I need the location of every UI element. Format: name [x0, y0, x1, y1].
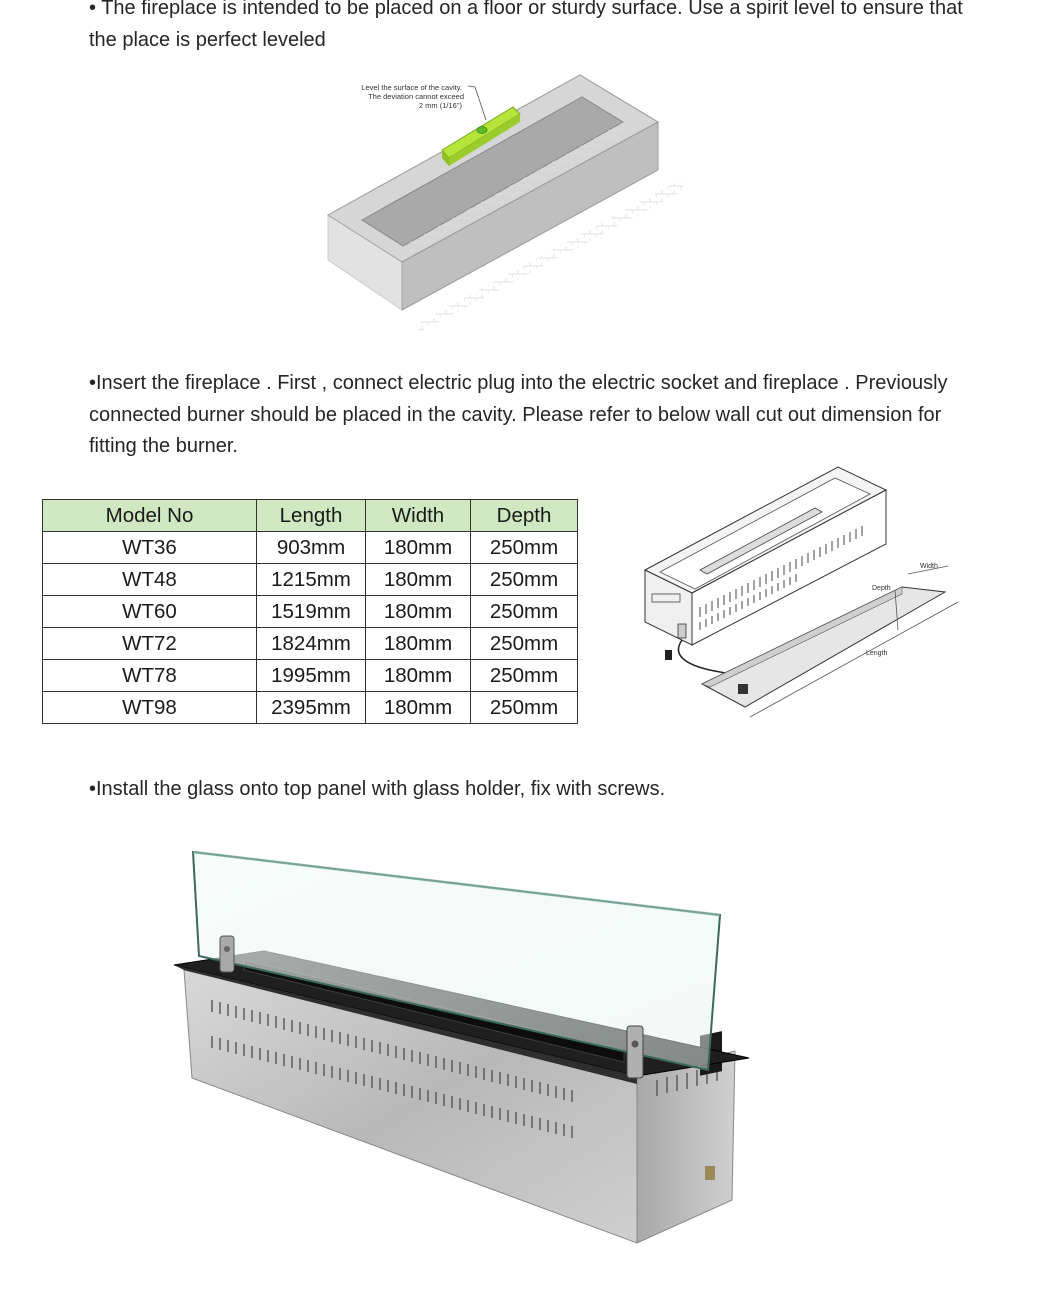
- cell-length: 1215mm: [257, 564, 366, 596]
- cell-width: 180mm: [366, 628, 471, 660]
- cell-depth: 250mm: [471, 692, 578, 724]
- cell-model: WT78: [43, 660, 257, 692]
- header-depth: Depth: [471, 500, 578, 532]
- cell-width: 180mm: [366, 564, 471, 596]
- cell-length: 1519mm: [257, 596, 366, 628]
- cell-depth: 250mm: [471, 532, 578, 564]
- cell-model: WT72: [43, 628, 257, 660]
- cell-length: 1995mm: [257, 660, 366, 692]
- level-cavity-illustration: [320, 70, 690, 335]
- header-width: Width: [366, 500, 471, 532]
- instruction-insert-fireplace: •Insert the fireplace . First , connect electric plug into the electric socket and fireplace . Previously connected burner should be placed in the cavity. Please refer to below wall cut out dimension for fitting the burner.: [89, 372, 948, 457]
- depth-label: Depth: [872, 585, 891, 592]
- glass-holder-left: [220, 936, 234, 972]
- table-row: [43, 564, 578, 596]
- cell-length: 2395mm: [257, 692, 366, 724]
- header-length: Length: [257, 500, 366, 532]
- cell-model: WT98: [43, 692, 257, 724]
- cell-length: 903mm: [257, 532, 366, 564]
- cell-length: 1824mm: [257, 628, 366, 660]
- level-note-line3: 2 mm (1/16"): [418, 101, 462, 110]
- cell-model: WT60: [43, 596, 257, 628]
- table-row: [43, 692, 578, 724]
- fireplace-glass-illustration: [172, 848, 762, 1253]
- table-row: [43, 628, 578, 660]
- width-label: Width: [920, 563, 938, 570]
- length-label: Length: [866, 650, 888, 657]
- table-row: [43, 660, 578, 692]
- header-model: Model No: [43, 500, 257, 532]
- level-note-line1: Level the surface of the cavity.: [361, 83, 462, 92]
- cell-model: WT36: [43, 532, 257, 564]
- cell-depth: 250mm: [471, 628, 578, 660]
- cell-width: 180mm: [366, 596, 471, 628]
- level-note-line2: The deviation cannot exceed: [368, 92, 464, 101]
- cell-width: 180mm: [366, 660, 471, 692]
- table-header-row: [43, 500, 578, 532]
- cell-width: 180mm: [366, 532, 471, 564]
- cutout-dimension-illustration: [640, 462, 970, 724]
- cell-depth: 250mm: [471, 660, 578, 692]
- cell-depth: 250mm: [471, 564, 578, 596]
- table-row: [43, 596, 578, 628]
- cell-depth: 250mm: [471, 596, 578, 628]
- glass-holder-right: [627, 1026, 643, 1078]
- instruction-install-glass: •Install the glass onto top panel with glass holder, fix with screws.: [89, 778, 666, 800]
- dimension-table: [42, 499, 578, 724]
- table-row: [43, 532, 578, 564]
- cell-width: 180mm: [366, 692, 471, 724]
- instruction-level-surface: • The fireplace is intended to be placed on a floor or sturdy surface. Use a spirit level to ensure that the place is perfect leveled: [89, 0, 963, 51]
- cell-model: WT48: [43, 564, 257, 596]
